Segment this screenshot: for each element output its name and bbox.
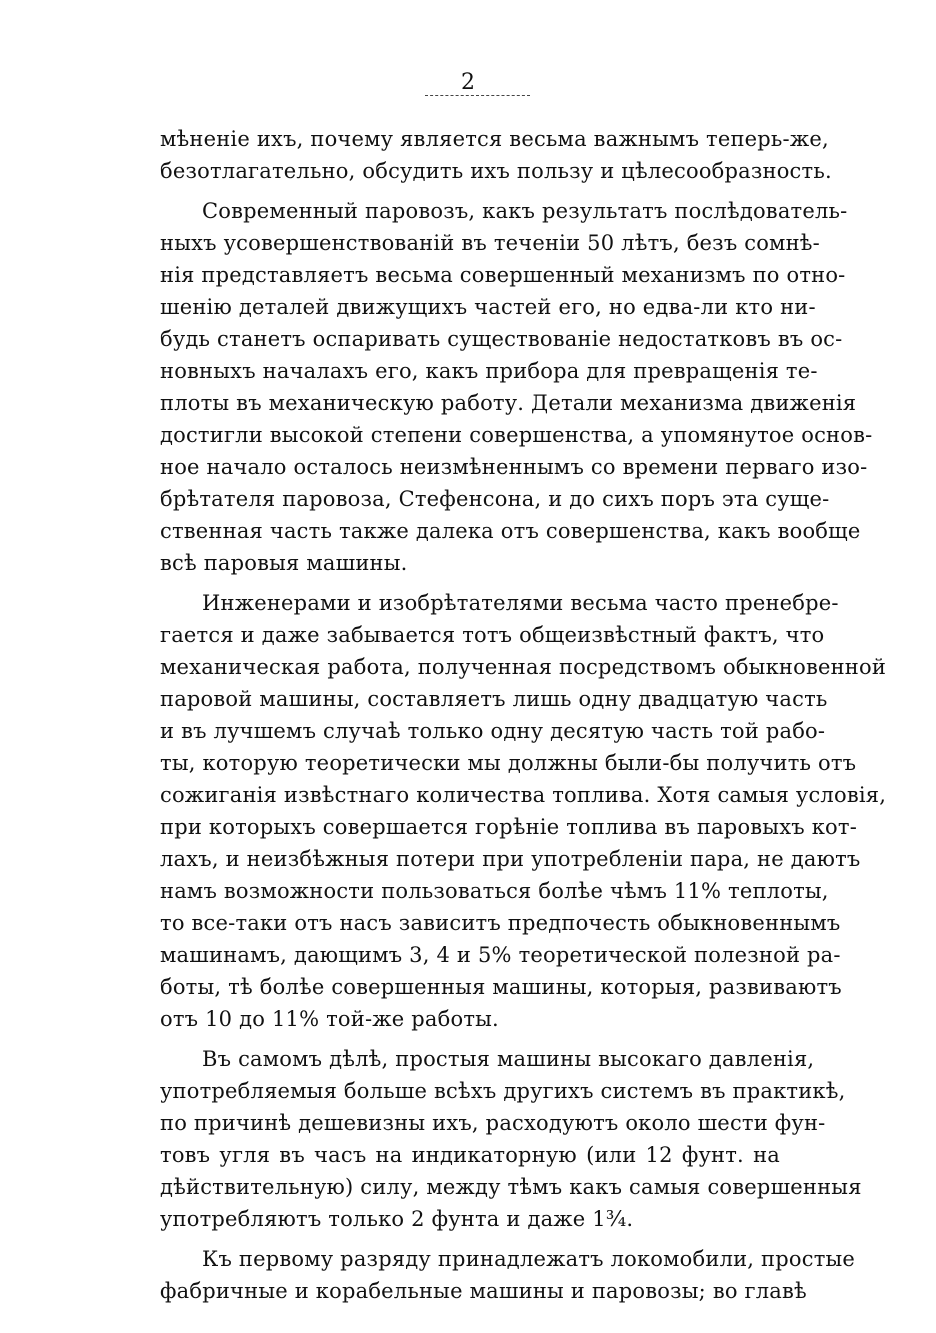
text-line: шенію деталей движущихъ частей его, но едва-ли кто ни- xyxy=(160,295,816,319)
text-line: машинамъ, дающимъ 3, 4 и 5% теоретической полезной ра- xyxy=(160,943,841,967)
text-line: лахъ, и неизбѣжныя потери при употребленіи пара, не даютъ xyxy=(160,847,861,871)
paragraph xyxy=(160,123,832,187)
text-line: новныхъ началахъ его, какъ прибора для превращенія те- xyxy=(160,359,818,383)
text-line: товъ угля въ часъ на индикаторную (или 12 фунт. на xyxy=(160,1143,780,1167)
text-line: сожиганія извѣстнаго количества топлива. Хотя самыя условія, xyxy=(160,783,887,807)
text-line: по причинѣ дешевизны ихъ, расходуютъ около шести фун- xyxy=(160,1111,826,1135)
text-line: паровой машины, составляетъ лишь одну двадцатую часть xyxy=(160,687,828,711)
text-line: безотлагательно, обсудить ихъ пользу и цѣлесообразность. xyxy=(160,159,832,183)
paragraph xyxy=(160,1043,862,1235)
text-line: ное начало осталось неизмѣненнымъ со времени перваго изо- xyxy=(160,455,868,479)
text-line: будь станетъ оспаривать существованіе недостатковъ въ ос- xyxy=(160,327,843,351)
text-line: Къ первому разряду принадлежатъ локомобили, простые xyxy=(202,1247,856,1271)
text-line: Инженерами и изобрѣтателями весьма часто пренебре- xyxy=(202,591,839,615)
text-line: достигли высокой степени совершенства, а упомянутое основ- xyxy=(160,423,873,447)
text-line: Въ самомъ дѣлѣ, простыя машины высокаго давленія, xyxy=(202,1047,815,1071)
text-line: нія представляетъ весьма совершенный механизмъ по отно- xyxy=(160,263,846,287)
paragraph xyxy=(160,1243,856,1307)
text-line: намъ возможности пользоваться болѣе чѣмъ 11% теплоты, xyxy=(160,879,829,903)
text-line: плоты въ механическую работу. Детали механизма движенія xyxy=(160,391,857,415)
page-number: 2 xyxy=(461,70,475,95)
body-text xyxy=(160,123,887,1307)
text-line: и въ лучшемъ случаѣ только одну десятую часть той рабо- xyxy=(160,719,826,743)
text-line: мѣненіе ихъ, почему является весьма важнымъ теперь-же, xyxy=(160,127,829,151)
text-line: механическая работа, полученная посредствомъ обыкновенной xyxy=(160,655,887,679)
text-line: употребляютъ только 2 фунта и даже 1¾. xyxy=(160,1207,634,1231)
text-line: гается и даже забывается тотъ общеизвѣстный фактъ, что xyxy=(160,623,825,647)
paragraph xyxy=(160,587,887,1035)
text-line: Современный паровозъ, какъ результатъ послѣдователь- xyxy=(202,199,848,223)
text-line: брѣтателя паровоза, Стефенсона, и до сихъ поръ эта суще- xyxy=(160,487,830,511)
text-line: ственная часть также далека отъ совершенства, какъ вообще xyxy=(160,519,861,543)
text-line: при которыхъ совершается горѣніе топлива въ паровыхъ кот- xyxy=(160,815,857,839)
text-line: отъ 10 до 11% той-же работы. xyxy=(160,1007,499,1031)
text-line: боты, тѣ болѣе совершенныя машины, которыя, развиваютъ xyxy=(160,975,842,999)
text-line: фабричные и корабельные машины и паровозы; во главѣ xyxy=(160,1279,807,1303)
text-line: дѣйствительную) силу, между тѣмъ какъ самыя совершенныя xyxy=(160,1175,862,1199)
paragraph xyxy=(160,195,873,579)
text-line: употребляемыя больше всѣхъ другихъ системъ въ практикѣ, xyxy=(160,1079,846,1103)
text-line: всѣ паровыя машины. xyxy=(160,551,408,575)
text-line: ты, которую теоретически мы должны были-бы получить отъ xyxy=(160,751,857,775)
header-rule xyxy=(425,95,530,96)
text-line: ныхъ усовершенствованій въ теченіи 50 лѣтъ, безъ сомнѣ- xyxy=(160,231,820,255)
text-line: то все-таки отъ насъ зависитъ предпочесть обыкновеннымъ xyxy=(160,911,841,935)
